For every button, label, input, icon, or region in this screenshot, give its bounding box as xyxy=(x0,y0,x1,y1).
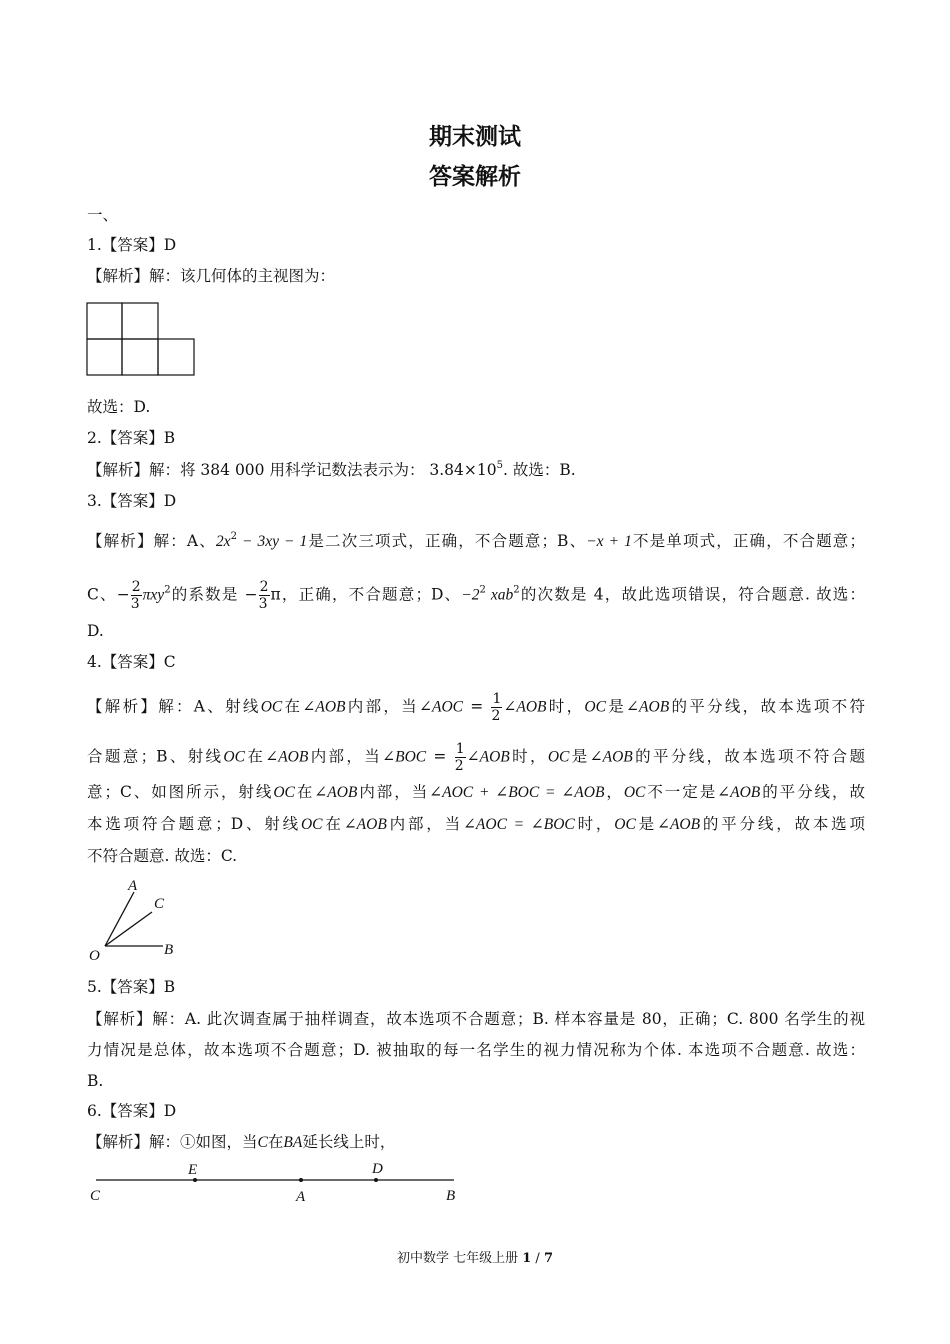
label-o: O xyxy=(89,948,100,964)
page-title: 期末测试 xyxy=(429,124,521,150)
label-b: B xyxy=(164,942,174,958)
q1-front-view-figure xyxy=(86,302,196,378)
q4-analysis-line1: 【解析】解：A、射线OC在∠AOB内部，当∠AOC = $\frac{1}{2}$ ∠AOB时，OC是∠AOB的平分线，故本选项不符 xyxy=(87,691,865,724)
q5-answer: 5.【答案】B xyxy=(87,978,176,996)
q2-analysis: 【解析】解：将 384 000 用科学记数法表示为： $3.84\times 10^5$. 故选：B. xyxy=(87,460,576,479)
ray-oc xyxy=(105,912,152,946)
q4-analysis-line4: 本选项符合题意；D、射线OC在∠AOB内部，当∠AOC = ∠BOC时，OC是∠AOB的平分线，故本选项 xyxy=(87,815,865,833)
q6-segment-figure xyxy=(86,1158,466,1208)
q2-answer: 2.【答案】B xyxy=(87,429,176,447)
q1-analysis: 【解析】解：该几何体的主视图为： xyxy=(87,267,336,285)
q4-analysis-line3: 意；C、如图所示，射线OC在∠AOB内部，当∠AOC + ∠BOC = ∠AOB，OC不一定是∠AOB的平分线，故 xyxy=(87,783,865,801)
label-c: C xyxy=(154,896,165,912)
q5-analysis-line2: 力情况是总体，故本选项不合题意；D. 被抽取的每一名学生的视力情况称为个体. 本选项不合题意. 故选： xyxy=(87,1041,865,1059)
label-d: D xyxy=(372,1161,383,1177)
point-a xyxy=(299,1178,303,1182)
point-d xyxy=(374,1178,378,1182)
page-subtitle: 答案解析 xyxy=(429,164,521,190)
point-e xyxy=(193,1178,197,1182)
q5-analysis-line3: B. xyxy=(87,1072,104,1090)
label-e: E xyxy=(188,1162,198,1178)
q3-analysis-line1: 【解析】解：A、$2x^2 - 3xy - 1$是二次三项式，正确，不合题意；B、−x + 1不是单项式，正确，不合题意； xyxy=(87,531,865,550)
label-b: B xyxy=(446,1188,456,1204)
q5-analysis-line1: 【解析】解：A. 此次调查属于抽样调查，故本选项不合题意；B. 样本容量是 80，正确；C. 800 名学生的视 xyxy=(87,1010,865,1028)
q6-analysis: 【解析】解：①如图，当C在BA延长线上时， xyxy=(87,1133,396,1151)
q1-answer: 1.【答案】D xyxy=(87,236,177,254)
page-footer: 初中数学 七年级上册 1 / 7 xyxy=(396,1251,553,1266)
label-a: A xyxy=(296,1189,306,1205)
q1-conclusion: 故选：D. xyxy=(87,398,151,416)
q3-analysis-line3: D. xyxy=(87,622,104,640)
q4-answer: 4.【答案】C xyxy=(87,653,176,671)
label-a: A xyxy=(128,878,138,894)
q6-answer: 6.【答案】D xyxy=(87,1102,177,1120)
section-heading: 一、 xyxy=(87,206,119,224)
q4-analysis-line2: 合题意；B、射线OC在∠AOB内部，当∠BOC = $\frac{1}{2}$ ∠AOB时，OC是∠AOB的平分线，故本选项不符合题 xyxy=(87,741,865,774)
q3-answer: 3.【答案】D xyxy=(87,492,177,510)
q4-analysis-line5: 不符合题意. 故选：C. xyxy=(87,847,238,865)
ray-oa xyxy=(105,892,134,946)
label-c: C xyxy=(90,1188,101,1204)
q3-analysis-line2: C、− $\frac{2}{3}$ πxy$^2$的系数是 − $\frac{2}{3}$ π，正确，不合题意；D、$-2^2$ xab$^2$的次数是 4，故此选项错误，符合题意. 故选： xyxy=(87,579,865,612)
q4-angle-figure xyxy=(86,876,186,964)
